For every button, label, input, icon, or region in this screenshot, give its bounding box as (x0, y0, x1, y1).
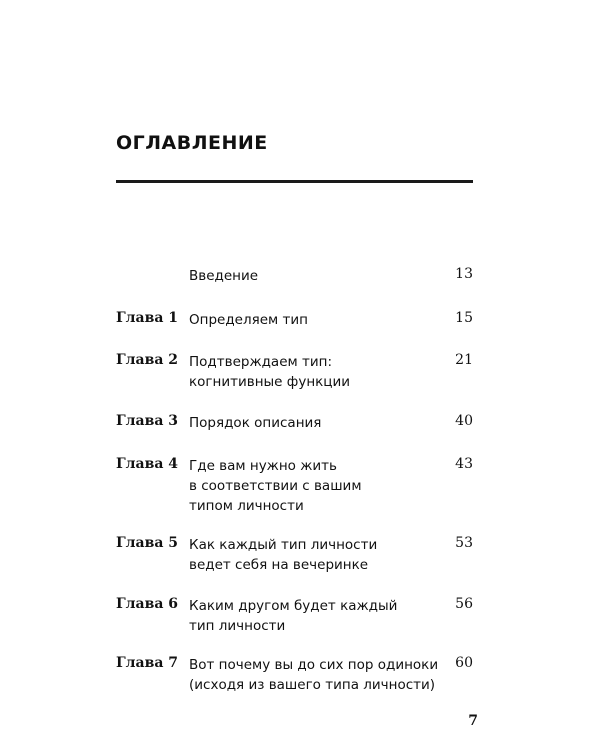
chapter-title (189, 456, 439, 516)
heading-rule (116, 180, 473, 183)
folio-page-number: 7 (468, 713, 478, 729)
chapter-title-line: Определяем тип (189, 312, 308, 328)
chapter-title-line: когнитивные функции (189, 374, 351, 390)
chapter-title (189, 655, 439, 695)
chapter-title-line: Подтверждаем тип: (189, 354, 333, 370)
chapter-title (189, 535, 439, 575)
page-number: 60 (455, 655, 473, 671)
chapter-title (189, 413, 439, 433)
page-number: 21 (455, 352, 473, 368)
chapter-label: Глава 1 (116, 310, 179, 326)
chapter-title (189, 310, 439, 330)
chapter-label: Глава 2 (116, 352, 179, 368)
toc-heading: ОГЛАВЛЕНИЕ (116, 132, 268, 154)
chapter-label: Глава 7 (116, 655, 179, 671)
chapter-title-line: Где вам нужно жить (189, 458, 337, 474)
chapter-title-line: Как каждый тип личности (189, 537, 378, 553)
page-number: 56 (455, 596, 473, 612)
chapter-title (189, 352, 439, 392)
page-number: 15 (455, 310, 473, 326)
chapter-title-line: Введение (189, 268, 259, 284)
page-number: 13 (455, 266, 473, 282)
chapter-title-line: Порядок описания (189, 415, 322, 431)
chapter-title-line: в соответствии с вашим (189, 478, 362, 494)
chapter-title-line: типом личности (189, 498, 304, 514)
chapter-title-line: ведет себя на вечеринке (189, 557, 369, 573)
chapter-label: Глава 4 (116, 456, 179, 472)
chapter-title (189, 266, 439, 286)
chapter-title-line: тип личности (189, 618, 286, 634)
chapter-label: Глава 5 (116, 535, 179, 551)
chapter-title-line: Каким другом будет каждый (189, 598, 398, 614)
chapter-title (189, 596, 439, 636)
page-number: 40 (455, 413, 473, 429)
chapter-label: Глава 3 (116, 413, 179, 429)
chapter-label: Глава 6 (116, 596, 179, 612)
page-number: 53 (455, 535, 473, 551)
page-number: 43 (455, 456, 473, 472)
chapter-title-line: Вот почему вы до сих пор одиноки (189, 657, 439, 673)
chapter-title-line: (исходя из вашего типа личности) (189, 677, 436, 693)
